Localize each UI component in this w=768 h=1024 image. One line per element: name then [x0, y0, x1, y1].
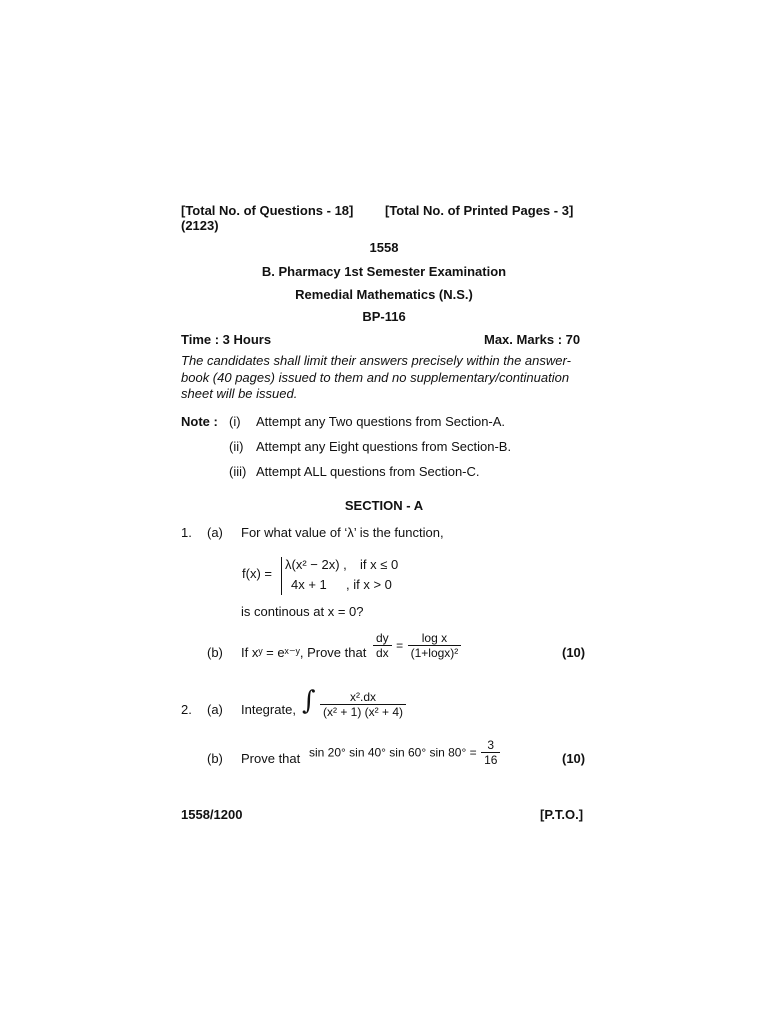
paper-code: BP-116	[362, 309, 406, 324]
question-prefix: If xʸ = eˣ⁻ʸ, Prove that	[241, 645, 367, 660]
max-marks: Max. Marks : 70	[484, 332, 581, 347]
note-item-text: Attempt any Eight questions from Section-B.	[256, 439, 512, 454]
case1-expression: λ(x² − 2x) ,	[285, 557, 347, 572]
fraction-denominator: (1+logx)²	[408, 645, 462, 660]
log-fraction	[408, 631, 462, 660]
integrand-fraction	[320, 690, 406, 719]
question-prefix: Integrate,	[241, 702, 296, 717]
question-number: 2.	[181, 702, 192, 717]
fraction-numerator: x².dx	[350, 690, 377, 705]
integral-sign: ∫	[302, 686, 316, 716]
derivative-fraction	[373, 631, 461, 660]
dy-dx-fraction	[373, 631, 392, 660]
footer-code: 1558/1200	[181, 807, 243, 822]
instructions: The candidates shall limit their answers precisely within the answer-book (40 pages) issued to them and no supplementary/continuation sheet will be issued.	[181, 353, 571, 401]
note-item-text: Attempt ALL questions from Section-C.	[256, 464, 480, 479]
part-label: (b)	[207, 751, 223, 766]
trig-product: sin 20° sin 40° sin 60° sin 80° =	[309, 745, 477, 760]
question-text: For what value of ‘λ’ is the function,	[241, 525, 444, 540]
paper-number: 1558	[369, 240, 399, 255]
note-item-num: (iii)	[229, 464, 247, 479]
part-label: (a)	[207, 525, 223, 540]
piecewise-bracket	[281, 557, 282, 595]
time-allowed: Time : 3 Hours	[181, 332, 272, 347]
marks: (10)	[562, 645, 586, 660]
function-name: f(x) =	[242, 566, 272, 581]
case2-condition: , if x > 0	[346, 577, 392, 592]
marks: (10)	[562, 751, 586, 766]
result-fraction	[481, 738, 500, 767]
fraction-numerator: 3	[487, 738, 495, 752]
section-title: SECTION - A	[344, 498, 424, 513]
fraction-denominator: (x² + 1) (x² + 4)	[320, 704, 406, 719]
pto-label: [P.T.O.]	[540, 807, 584, 822]
question-prefix: Prove that	[241, 751, 301, 766]
case1-condition: if x ≤ 0	[360, 557, 399, 572]
subject-title: Remedial Mathematics (N.S.)	[295, 287, 473, 302]
part-label: (a)	[207, 702, 223, 717]
trig-expression	[309, 738, 500, 767]
total-pages: [Total No. of Printed Pages - 3]	[385, 203, 574, 218]
integral-expression	[302, 688, 406, 719]
question-number: 1.	[181, 525, 192, 540]
case2-expression: 4x + 1	[291, 577, 327, 592]
fraction-denominator: dx	[373, 645, 392, 660]
note-item-num: (i)	[229, 414, 241, 429]
note-label: Note :	[181, 414, 218, 429]
part-label: (b)	[207, 645, 223, 660]
equals-sign: =	[396, 638, 404, 653]
fraction-numerator: log x	[421, 631, 448, 645]
total-questions: [Total No. of Questions - 18]	[181, 203, 354, 218]
exam-code: (2123)	[181, 218, 219, 233]
question-followup: is continous at x = 0?	[241, 604, 364, 619]
note-item-num: (ii)	[229, 439, 244, 454]
fraction-denominator: 16	[481, 752, 500, 767]
fraction-numerator: dy	[376, 631, 389, 645]
note-item-text: Attempt any Two questions from Section-A.	[256, 414, 506, 429]
exam-title: B. Pharmacy 1st Semester Examination	[261, 264, 507, 279]
